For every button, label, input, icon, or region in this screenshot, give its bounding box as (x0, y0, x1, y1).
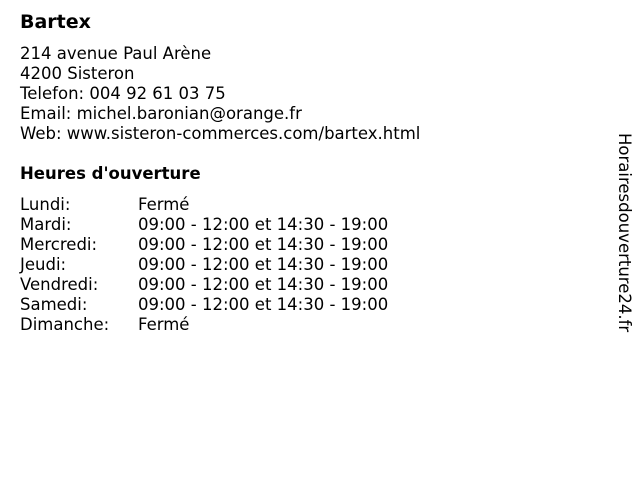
day-label: Mercredi: (20, 235, 98, 254)
site-watermark: Horairesdouverture24.fr (615, 133, 634, 333)
day-label: Jeudi: (20, 255, 67, 274)
day-label: Vendredi: (20, 275, 99, 294)
day-hours: Fermé (138, 195, 190, 214)
address-city: 4200 Sisteron (20, 64, 135, 83)
web-line: Web: www.sisteron-commerces.com/bartex.html (20, 124, 421, 143)
day-hours: 09:00 - 12:00 et 14:30 - 19:00 (138, 255, 389, 274)
day-hours: 09:00 - 12:00 et 14:30 - 19:00 (138, 275, 389, 294)
day-hours: 09:00 - 12:00 et 14:30 - 19:00 (138, 235, 389, 254)
day-label: Dimanche: (20, 315, 110, 334)
day-hours: 09:00 - 12:00 et 14:30 - 19:00 (138, 295, 389, 314)
business-name: Bartex (20, 11, 91, 33)
opening-hours-title: Heures d'ouverture (20, 164, 201, 183)
day-label: Samedi: (20, 295, 88, 314)
address-street: 214 avenue Paul Arène (20, 44, 212, 63)
day-label: Mardi: (20, 215, 72, 234)
contact-block (20, 44, 420, 144)
day-hours: Fermé (138, 315, 190, 334)
phone-line: Telefon: 004 92 61 03 75 (20, 84, 226, 103)
day-hours: 09:00 - 12:00 et 14:30 - 19:00 (138, 215, 389, 234)
day-label: Lundi: (20, 195, 71, 214)
email-line: Email: michel.baronian@orange.fr (20, 104, 302, 123)
